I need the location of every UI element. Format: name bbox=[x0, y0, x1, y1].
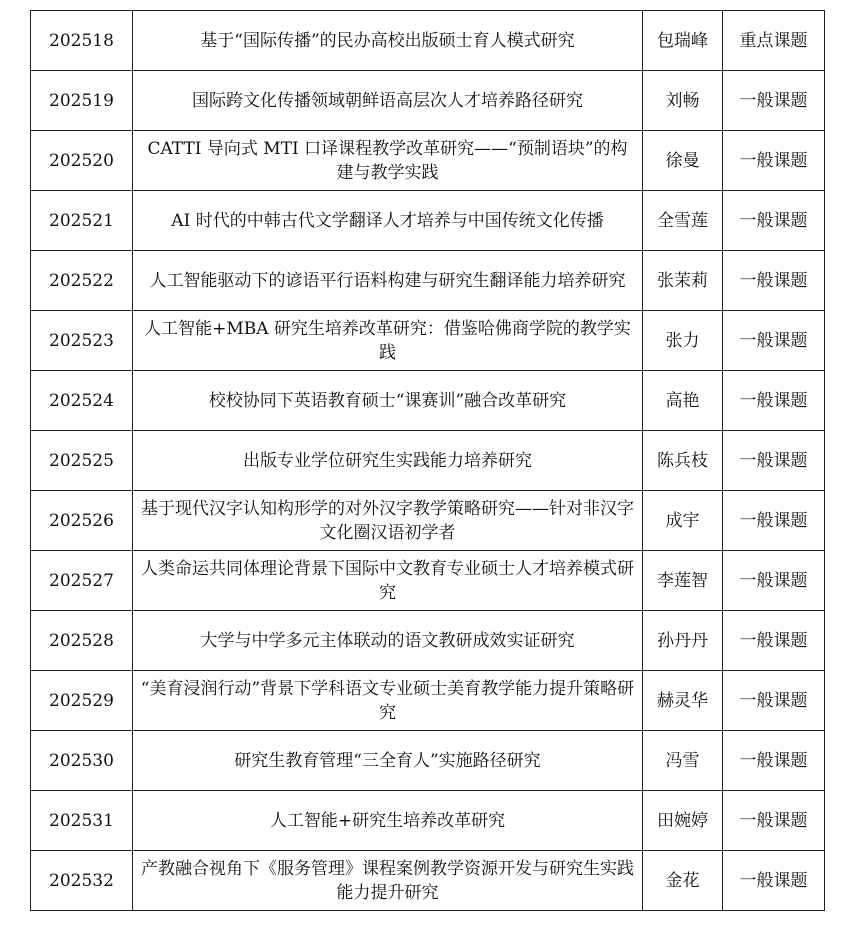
project-type-cell: 一般课题 bbox=[723, 611, 825, 671]
project-person-cell: 张力 bbox=[643, 311, 723, 371]
project-title-cell: 研究生教育管理“三全育人”实施路径研究 bbox=[133, 731, 643, 791]
table-row bbox=[31, 311, 825, 371]
project-title-cell: 人工智能驱动下的谚语平行语料构建与研究生翻译能力培养研究 bbox=[133, 251, 643, 311]
project-id-cell: 202530 bbox=[31, 731, 133, 791]
project-type-cell: 一般课题 bbox=[723, 191, 825, 251]
project-id-cell: 202527 bbox=[31, 551, 133, 611]
project-id-cell: 202523 bbox=[31, 311, 133, 371]
project-title-cell: 基于现代汉字认知构形学的对外汉字教学策略研究——针对非汉字文化圈汉语初学者 bbox=[133, 491, 643, 551]
project-type-cell: 一般课题 bbox=[723, 431, 825, 491]
project-person-cell: 陈兵枝 bbox=[643, 431, 723, 491]
table-row bbox=[31, 191, 825, 251]
table-row bbox=[31, 731, 825, 791]
project-title-cell: 人工智能+研究生培养改革研究 bbox=[133, 791, 643, 851]
project-title-cell: “美育浸润行动”背景下学科语文专业硕士美育教学能力提升策略研究 bbox=[133, 671, 643, 731]
table-row bbox=[31, 551, 825, 611]
project-title-cell: 大学与中学多元主体联动的语文教研成效实证研究 bbox=[133, 611, 643, 671]
project-id-cell: 202518 bbox=[31, 11, 133, 71]
project-person-cell: 李莲智 bbox=[643, 551, 723, 611]
project-title-cell: 国际跨文化传播领域朝鲜语高层次人才培养路径研究 bbox=[133, 71, 643, 131]
project-title-cell: AI 时代的中韩古代文学翻译人才培养与中国传统文化传播 bbox=[133, 191, 643, 251]
project-title-cell: 出版专业学位研究生实践能力培养研究 bbox=[133, 431, 643, 491]
project-title-cell: 人工智能+MBA 研究生培养改革研究：借鉴哈佛商学院的教学实践 bbox=[133, 311, 643, 371]
project-type-cell: 一般课题 bbox=[723, 551, 825, 611]
project-type-cell: 一般课题 bbox=[723, 851, 825, 911]
table-row bbox=[31, 491, 825, 551]
table-row bbox=[31, 71, 825, 131]
project-type-cell: 一般课题 bbox=[723, 491, 825, 551]
project-id-cell: 202520 bbox=[31, 131, 133, 191]
project-id-cell: 202528 bbox=[31, 611, 133, 671]
project-person-cell: 包瑞峰 bbox=[643, 11, 723, 71]
table-row bbox=[31, 251, 825, 311]
project-type-cell: 一般课题 bbox=[723, 311, 825, 371]
project-title-cell: 产教融合视角下《服务管理》课程案例教学资源开发与研究生实践能力提升研究 bbox=[133, 851, 643, 911]
project-id-cell: 202532 bbox=[31, 851, 133, 911]
project-person-cell: 田婉婷 bbox=[643, 791, 723, 851]
project-id-cell: 202521 bbox=[31, 191, 133, 251]
project-table bbox=[30, 10, 825, 911]
table-row bbox=[31, 371, 825, 431]
project-person-cell: 赫灵华 bbox=[643, 671, 723, 731]
project-type-cell: 一般课题 bbox=[723, 251, 825, 311]
table-row bbox=[31, 131, 825, 191]
project-type-cell: 一般课题 bbox=[723, 131, 825, 191]
project-type-cell: 一般课题 bbox=[723, 371, 825, 431]
project-id-cell: 202525 bbox=[31, 431, 133, 491]
project-table-body bbox=[31, 11, 825, 911]
project-person-cell: 徐曼 bbox=[643, 131, 723, 191]
project-title-cell: 人类命运共同体理论背景下国际中文教育专业硕士人才培养模式研究 bbox=[133, 551, 643, 611]
project-type-cell: 一般课题 bbox=[723, 731, 825, 791]
project-id-cell: 202522 bbox=[31, 251, 133, 311]
project-person-cell: 冯雪 bbox=[643, 731, 723, 791]
project-type-cell: 一般课题 bbox=[723, 71, 825, 131]
project-type-cell: 重点课题 bbox=[723, 11, 825, 71]
project-id-cell: 202526 bbox=[31, 491, 133, 551]
project-type-cell: 一般课题 bbox=[723, 791, 825, 851]
project-person-cell: 刘畅 bbox=[643, 71, 723, 131]
project-id-cell: 202519 bbox=[31, 71, 133, 131]
table-row bbox=[31, 11, 825, 71]
project-person-cell: 高艳 bbox=[643, 371, 723, 431]
project-id-cell: 202529 bbox=[31, 671, 133, 731]
table-row bbox=[31, 671, 825, 731]
table-row bbox=[31, 611, 825, 671]
project-person-cell: 金花 bbox=[643, 851, 723, 911]
project-title-cell: 基于“国际传播”的民办高校出版硕士育人模式研究 bbox=[133, 11, 643, 71]
table-row bbox=[31, 791, 825, 851]
project-person-cell: 全雪莲 bbox=[643, 191, 723, 251]
project-person-cell: 孙丹丹 bbox=[643, 611, 723, 671]
project-person-cell: 成宇 bbox=[643, 491, 723, 551]
project-title-cell: CATTI 导向式 MTI 口译课程教学改革研究——“预制语块”的构建与教学实践 bbox=[133, 131, 643, 191]
project-id-cell: 202531 bbox=[31, 791, 133, 851]
project-type-cell: 一般课题 bbox=[723, 671, 825, 731]
table-row bbox=[31, 851, 825, 911]
table-row bbox=[31, 431, 825, 491]
project-person-cell: 张茉莉 bbox=[643, 251, 723, 311]
project-title-cell: 校校协同下英语教育硕士“课赛训”融合改革研究 bbox=[133, 371, 643, 431]
project-id-cell: 202524 bbox=[31, 371, 133, 431]
